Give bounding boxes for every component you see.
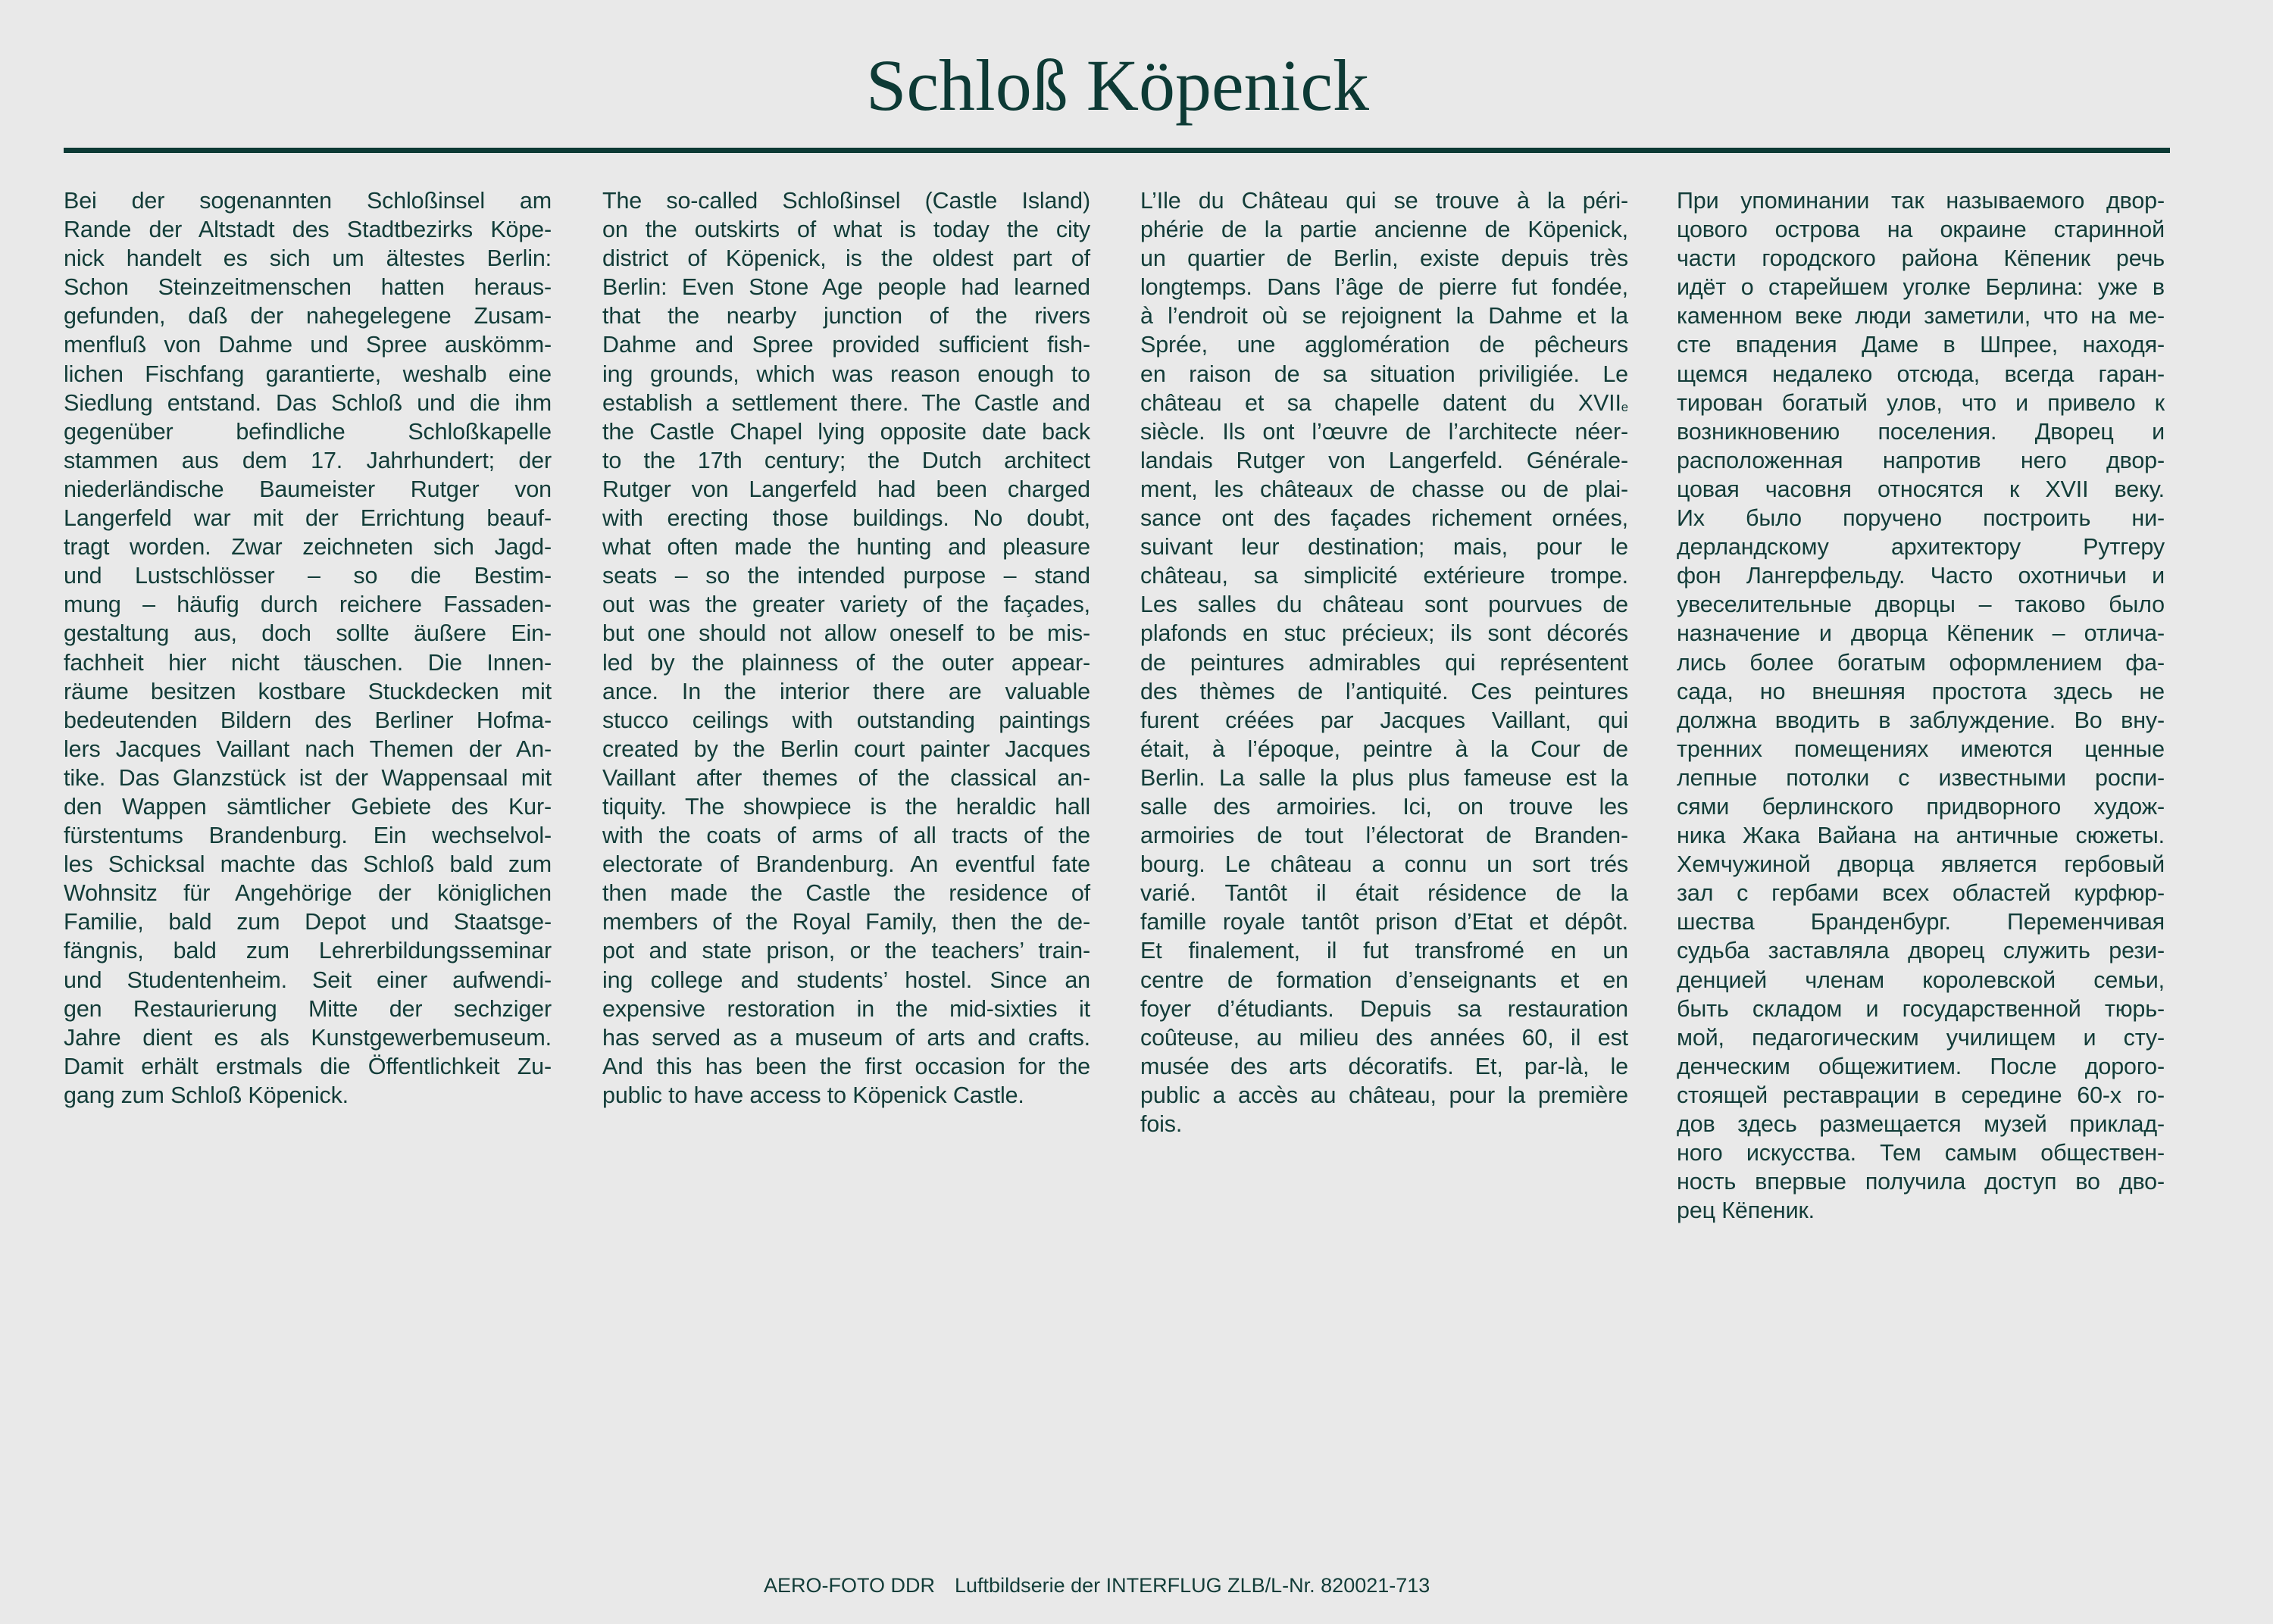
- text-line: ing college and students’ hostel. Since an: [602, 967, 1090, 993]
- text-line: возникновению поселения. Дворец и: [1677, 418, 2165, 445]
- text-line: fängnis, bald zum Lehrerbildungsseminar: [64, 938, 552, 964]
- text-line: château et sa chapelle datent du XVIIe: [1140, 389, 1628, 416]
- text-line: stammen aus dem 17. Jahrhundert; der: [64, 447, 552, 473]
- text-line: den Wappen sämtlicher Gebiete des Kur-: [64, 793, 552, 820]
- text-line: salle des armoiries. Ici, on trouve les: [1140, 793, 1628, 820]
- text-line: Berlin. La salle la plus plus fameuse est la: [1140, 764, 1628, 791]
- text-line: to the 17th century; the Dutch architect: [602, 447, 1090, 473]
- text-line: каменном веке люди заметили, что на ме-: [1677, 303, 2165, 329]
- text-line: furent créées par Jacques Vaillant, qui: [1140, 707, 1628, 733]
- text-line: The so-called Schloßinsel (Castle Island): [602, 188, 1090, 214]
- text-line: тренних помещениях имеются ценные: [1677, 735, 2165, 762]
- text-line: expensive restoration in the mid-sixties it: [602, 995, 1090, 1022]
- text-line: but one should not allow oneself to be mis-: [602, 620, 1090, 647]
- text-line: gegenüber befindliche Schloßkapelle: [64, 418, 552, 445]
- text-line: räume besitzen kostbare Stuckdecken mit: [64, 678, 552, 704]
- text-line: à l’endroit où se rejoignent la Dahme et la: [1140, 303, 1628, 329]
- text-line: назначение и дворца Кёпеник – отлича-: [1677, 620, 2165, 647]
- text-line: Langerfeld war mit der Errichtung beauf-: [64, 505, 552, 532]
- text-line: und Lustschlösser – so die Bestim-: [64, 563, 552, 589]
- text-line: быть складом и государственной тюрь-: [1677, 995, 2165, 1022]
- footer-credit: [764, 1572, 1430, 1598]
- text-line: ность впервые получила доступ во дво-: [1677, 1169, 2165, 1195]
- text-line: сями берлинского придворного худож-: [1677, 793, 2165, 820]
- text-line: centre de formation d’enseignants et en: [1140, 967, 1628, 993]
- text-line: out was the greater variety of the façades,: [602, 592, 1090, 618]
- text-line: varié. Tantôt il était résidence de la: [1140, 880, 1628, 907]
- text-line: suivant leur destination; mais, pour le: [1140, 534, 1628, 561]
- text-line: судьба заставляла дворец служить рези-: [1677, 938, 2165, 964]
- century-suffix: e: [1621, 399, 1628, 414]
- text-line: establish a settlement there. The Castle and: [602, 389, 1090, 416]
- text-line: pot and state prison, or the teachers’ train-: [602, 938, 1090, 964]
- text-line: Wohnsitz für Angehörige der königlichen: [64, 880, 552, 907]
- text-line: armoiries de tout l’électorat de Branden-: [1140, 823, 1628, 849]
- text-line: Rutger von Langerfeld had been charged: [602, 476, 1090, 502]
- text-line: gefunden, daß der nahegelegene Zusam-: [64, 303, 552, 329]
- text-column-german: [64, 186, 552, 1110]
- text-line: ного искусства. Тем самым обществен-: [1677, 1140, 2165, 1166]
- text-line: était, à l’époque, peintre à la Cour de: [1140, 735, 1628, 762]
- text-line: led by the plainness of the outer appear-: [602, 649, 1090, 676]
- text-column-english: [602, 186, 1090, 1110]
- text-line: ing grounds, which was reason enough to: [602, 361, 1090, 387]
- text-line: und Studentenheim. Seit einer aufwendi-: [64, 967, 552, 993]
- text-line: fachheit hier nicht täuschen. Die Innen-: [64, 649, 552, 676]
- text-line: niederländische Baumeister Rutger von: [64, 476, 552, 502]
- text-line: with the coats of arms of all tracts of the: [602, 823, 1090, 849]
- text-line: created by the Berlin court painter Jacques: [602, 735, 1090, 762]
- text-column-russian: [1677, 186, 2165, 1225]
- text-line: Damit erhält erstmals die Öffentlichkeit Zu-: [64, 1053, 552, 1079]
- text-line: шества Бранденбург. Переменчивая: [1677, 909, 2165, 935]
- text-line: ment, les châteaux de chasse ou de plai-: [1140, 476, 1628, 502]
- text-line: Schon Steinzeitmenschen hatten heraus-: [64, 274, 552, 301]
- text-line: foyer d’étudiants. Depuis sa restauration: [1140, 995, 1628, 1022]
- text-line: des thèmes de l’antiquité. Ces peintures: [1140, 678, 1628, 704]
- text-line: Jahre dient es als Kunstgewerbemuseum.: [64, 1024, 552, 1051]
- text-line: siècle. Ils ont l’œuvre de l’architecte néer-: [1140, 418, 1628, 445]
- text-line: Vaillant after themes of the classical an-: [602, 764, 1090, 791]
- text-line: les Schicksal machte das Schloß bald zum: [64, 851, 552, 878]
- text-line: щемся недалеко отсюда, всегда гаран-: [1677, 361, 2165, 387]
- text-line: мой, педагогическим училищем и сту-: [1677, 1024, 2165, 1051]
- text-line: лепные потолки с известными роспи-: [1677, 764, 2165, 791]
- text-line: рец Кёпеник.: [1677, 1198, 1815, 1224]
- text-line: должна вводить в заблуждение. Во вну-: [1677, 707, 2165, 733]
- text-line: landais Rutger von Langerfeld. Générale-: [1140, 447, 1628, 473]
- text-line: Les salles du château sont pourvues de: [1140, 592, 1628, 618]
- text-line: идёт о старейшем уголке Берлина: уже в: [1677, 274, 2165, 301]
- text-line: what often made the hunting and pleasure: [602, 534, 1090, 561]
- text-line: And this has been the first occasion for the: [602, 1053, 1090, 1079]
- text-line: ника Жака Вайана на античные сюжеты.: [1677, 823, 2165, 849]
- text-line: tike. Das Glanzstück ist der Wappensaal mit: [64, 764, 552, 791]
- text-line: tiquity. The showpiece is the heraldic hall: [602, 793, 1090, 820]
- text-line: coûteuse, au milieu des années 60, il est: [1140, 1024, 1628, 1051]
- text-line: nick handelt es sich um ältestes Berlin:: [64, 245, 552, 272]
- text-line: сте впадения Даме в Шпрее, находя-: [1677, 332, 2165, 358]
- text-line: musée des arts décoratifs. Et, par-là, le: [1140, 1053, 1628, 1079]
- text-line: longtemps. Dans l’âge de pierre fut fondée,: [1140, 274, 1628, 301]
- text-line: electorate of Brandenburg. An eventful fate: [602, 851, 1090, 878]
- text-line: seats – so the intended purpose – stand: [602, 563, 1090, 589]
- text-line: увеселительные дворцы – таково было: [1677, 592, 2165, 618]
- text-line: then made the Castle the residence of: [602, 880, 1090, 907]
- text-line: sance ont des façades richement ornées,: [1140, 505, 1628, 532]
- text-line: денческим общежитием. После дорого-: [1677, 1053, 2165, 1079]
- footer-series: Luftbildserie der INTERFLUG ZLB/L-Nr. 820021-713: [955, 1574, 1430, 1597]
- text-line: дерландскому архитектору Рутгеру: [1677, 534, 2165, 561]
- text-line: the Castle Chapel lying opposite date back: [602, 418, 1090, 445]
- text-line: members of the Royal Family, then the de-: [602, 909, 1090, 935]
- text-line: тирован богатый улов, что и привело к: [1677, 389, 2165, 416]
- text-line: сада, но внешняя простота здесь не: [1677, 678, 2165, 704]
- text-line: L’Ile du Château qui se trouve à la péri-: [1140, 188, 1628, 214]
- text-line: дов здесь размещается музей приклад-: [1677, 1111, 2165, 1137]
- text-line: денцией членам королевской семьи,: [1677, 967, 2165, 993]
- text-line: en raison de sa situation priviligiée. Le: [1140, 361, 1628, 387]
- text-line: public a accès au château, pour la première: [1140, 1082, 1628, 1108]
- text-line: stucco ceilings with outstanding paintings: [602, 707, 1090, 733]
- text-line: Rande der Altstadt des Stadtbezirks Köpe-: [64, 217, 552, 243]
- text-line: лись более богатым оформлением фа-: [1677, 649, 2165, 676]
- text-line: fürstentums Brandenburg. Ein wechselvol-: [64, 823, 552, 849]
- text-line: public to have access to Köpenick Castle.: [602, 1082, 1024, 1108]
- text-line: lers Jacques Vaillant nach Themen der An-: [64, 735, 552, 762]
- text-line: has served as a museum of arts and crafts.: [602, 1024, 1090, 1051]
- text-line: Et finalement, il fut transfromé en un: [1140, 938, 1628, 964]
- text-line: Familie, bald zum Depot und Staatsge-: [64, 909, 552, 935]
- page-title: Schloß Köpenick: [866, 45, 1369, 126]
- text-line: Sprée, une agglomération de pêcheurs: [1140, 332, 1628, 358]
- text-line: фон Лангерфельду. Часто охотничьи и: [1677, 563, 2165, 589]
- text-line: gestaltung aus, doch sollte äußere Ein-: [64, 620, 552, 647]
- text-line: menfluß von Dahme und Spree auskömm-: [64, 332, 552, 358]
- text-line: district of Köpenick, is the oldest part of: [602, 245, 1090, 272]
- text-line: de peintures admirables qui représentent: [1140, 649, 1628, 676]
- text-line: fois.: [1140, 1111, 1183, 1137]
- footer-publisher: AERO-FOTO DDR: [764, 1574, 936, 1597]
- text-line: that the nearby junction of the rivers: [602, 303, 1090, 329]
- text-line: Хемчужиной дворца является гербовый: [1677, 851, 2165, 878]
- text-line: plafonds en stuc précieux; ils sont décorés: [1140, 620, 1628, 647]
- title-divider-rule: [64, 148, 2170, 153]
- text-line: ance. In the interior there are valuable: [602, 678, 1090, 704]
- text-line: Siedlung entstand. Das Schloß und die ihm: [64, 389, 552, 416]
- text-line: стоящей реставрации в середине 60-х го-: [1677, 1082, 2165, 1108]
- text-line: При упоминании так называемого двор-: [1677, 188, 2165, 214]
- text-line: цовая часовня относятся к XVII веку.: [1677, 476, 2165, 502]
- text-line: Berlin: Even Stone Age people had learned: [602, 274, 1090, 301]
- text-line: Dahme and Spree provided sufficient fish-: [602, 332, 1090, 358]
- text-line: цового острова на окраине старинной: [1677, 217, 2165, 243]
- text-line: château, sa simplicité extérieure trompe.: [1140, 563, 1628, 589]
- text-line: bedeutenden Bildern des Berliner Hofma-: [64, 707, 552, 733]
- text-line: gen Restaurierung Mitte der sechziger: [64, 995, 552, 1022]
- text-line: lichen Fischfang garantierte, weshalb eine: [64, 361, 552, 387]
- text-line: tragt worden. Zwar zeichneten sich Jagd-: [64, 534, 552, 561]
- text-line: famille royale tantôt prison d’Etat et dépôt.: [1140, 909, 1628, 935]
- text-line: on the outskirts of what is today the city: [602, 217, 1090, 243]
- text-line: Bei der sogenannten Schloßinsel am: [64, 188, 552, 214]
- text-line: bourg. Le château a connu un sort trés: [1140, 851, 1628, 878]
- text-line: un quartier de Berlin, existe depuis très: [1140, 245, 1628, 272]
- text-column-french: [1140, 186, 1628, 1138]
- text-line: части городского района Кёпеник речь: [1677, 245, 2165, 272]
- text-line: with erecting those buildings. No doubt,: [602, 505, 1090, 532]
- text-line: зал с гербами всех областей курфюр-: [1677, 880, 2165, 907]
- text-line: mung – häufig durch reichere Fassaden-: [64, 592, 552, 618]
- text-line: расположенная напротив него двор-: [1677, 447, 2165, 473]
- text-line: gang zum Schloß Köpenick.: [64, 1082, 349, 1108]
- text-line: phérie de la partie ancienne de Köpenick,: [1140, 217, 1628, 243]
- text-line: Их было поручено построить ни-: [1677, 505, 2165, 532]
